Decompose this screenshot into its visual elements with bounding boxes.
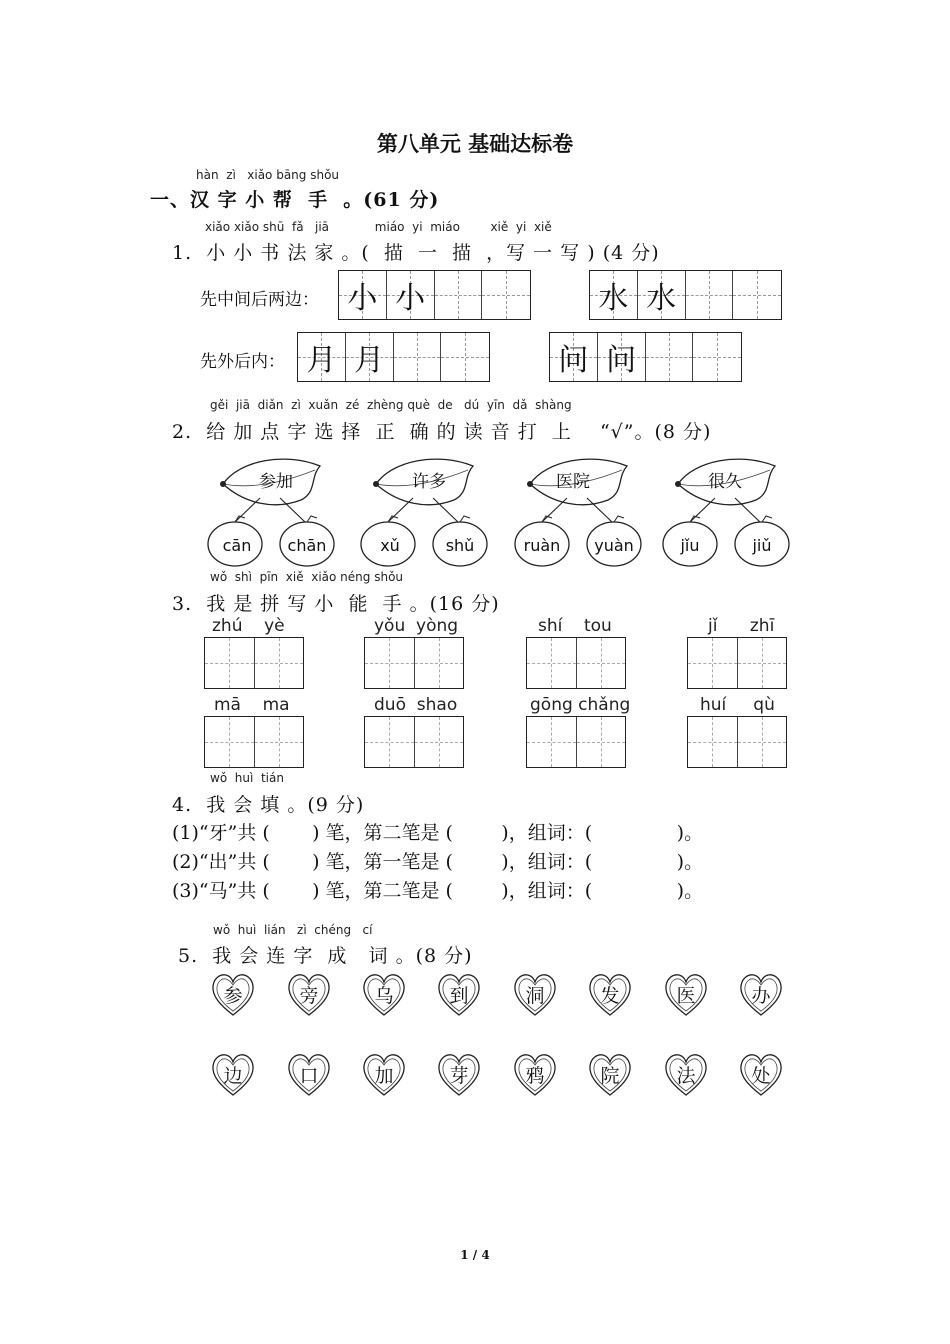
leaf-word: 很久 xyxy=(708,472,742,492)
q3-writing-grid[interactable] xyxy=(687,637,787,689)
pinyin-option[interactable]: shǔ xyxy=(445,536,475,555)
q1-row1-label: 先中间后两边： xyxy=(200,290,319,310)
heart-item[interactable] xyxy=(738,972,784,1018)
q5-question: 5. 我 会 连 字 成 词 。(8 分) xyxy=(178,945,473,967)
q3-writing-grid[interactable] xyxy=(364,716,464,768)
heart-char: 加 xyxy=(374,1065,394,1087)
grid-cell[interactable] xyxy=(733,271,781,319)
heart-item[interactable] xyxy=(587,1052,633,1098)
q4-question: 4. 我 会 填 。(9 分) xyxy=(172,794,365,816)
heart-item[interactable] xyxy=(512,972,558,1018)
heart-item[interactable] xyxy=(210,1052,256,1098)
heart-item[interactable] xyxy=(436,972,482,1018)
heart-char: 医 xyxy=(676,985,696,1007)
q2-item xyxy=(205,452,345,572)
page-number: 1 / 4 xyxy=(460,1248,490,1262)
leaf-word: 许多 xyxy=(412,472,446,492)
grid-cell[interactable]: 水 xyxy=(638,271,686,319)
heart-item[interactable] xyxy=(361,1052,407,1098)
heart-char: 芽 xyxy=(449,1065,469,1087)
section1-heading: 一、汉 字 小 帮 手 。(61 分) xyxy=(150,189,440,211)
pinyin-option[interactable]: chān xyxy=(287,536,327,555)
q1-row2-label: 先外后内： xyxy=(200,352,285,372)
grid-cell[interactable]: 月 xyxy=(298,333,346,381)
page-title: 第八单元 基础达标卷 xyxy=(376,132,574,156)
grid-cell[interactable] xyxy=(435,271,483,319)
heart-item[interactable] xyxy=(663,972,709,1018)
q3-writing-grid[interactable] xyxy=(204,637,304,689)
heart-char: 旁 xyxy=(299,985,319,1007)
heart-item[interactable] xyxy=(587,972,633,1018)
heart-item[interactable] xyxy=(286,1052,332,1098)
q3-writing-grid[interactable] xyxy=(204,716,304,768)
grid-cell[interactable]: 小 xyxy=(339,271,387,319)
q4-line[interactable]: (2)“出”共 ( ) 笔，第一笔是 ( )，组词：( )。 xyxy=(172,851,704,873)
heart-char: 边 xyxy=(223,1065,243,1087)
heart-item[interactable] xyxy=(512,1052,558,1098)
grid-cell[interactable] xyxy=(686,271,734,319)
q3-word-pinyin: huí qù xyxy=(700,695,775,715)
q4-line[interactable]: (3)“马”共 ( ) 笔，第二笔是 ( )，组词：( )。 xyxy=(172,880,704,902)
q4-pinyin: wǒ huì tián xyxy=(210,771,284,785)
q3-word-pinyin: yǒu yòng xyxy=(374,616,459,636)
q1-grid-yue[interactable] xyxy=(297,332,490,382)
heart-item[interactable] xyxy=(361,972,407,1018)
heart-char: 到 xyxy=(449,985,469,1007)
q3-word-pinyin: duō shao xyxy=(374,695,458,715)
heart-char: 参 xyxy=(223,985,243,1007)
q3-question: 3. 我 是 拼 写 小 能 手 。(16 分) xyxy=(172,593,500,615)
grid-cell[interactable]: 月 xyxy=(346,333,394,381)
q2-question: 2. 给 加 点 字 选 择 正 确 的 读 音 打 上 “√”。(8 分) xyxy=(172,421,712,443)
pinyin-option[interactable]: xǔ xyxy=(380,536,400,555)
q1-question: 1. 小 小 书 法 家 。( 描 一 描 ，写 一 写 ) (4 分) xyxy=(172,242,660,264)
heart-char: 发 xyxy=(600,985,620,1007)
q3-word-pinyin: gōng chǎng xyxy=(530,695,631,715)
heart-char: 法 xyxy=(676,1065,696,1087)
q3-writing-grid[interactable] xyxy=(687,716,787,768)
q1-grid-wen[interactable] xyxy=(549,332,742,382)
leaf-word: 参加 xyxy=(259,472,293,492)
grid-cell[interactable] xyxy=(441,333,489,381)
heart-char: 口 xyxy=(299,1065,319,1087)
q1-grid-shui[interactable] xyxy=(589,270,782,320)
section1-pinyin: hàn zì xiǎo bāng shǒu xyxy=(196,168,340,182)
heart-char: 办 xyxy=(751,985,771,1007)
heart-item[interactable] xyxy=(663,1052,709,1098)
grid-cell[interactable] xyxy=(482,271,530,319)
grid-cell[interactable] xyxy=(646,333,694,381)
heart-char: 鸦 xyxy=(525,1065,545,1087)
q5-pinyin: wǒ huì lián zì chéng cí xyxy=(213,923,373,937)
grid-cell[interactable]: 小 xyxy=(387,271,435,319)
q2-item xyxy=(512,452,652,572)
grid-cell[interactable]: 水 xyxy=(590,271,638,319)
q1-grid-xiao[interactable] xyxy=(338,270,531,320)
leaf-word: 医院 xyxy=(556,472,590,492)
q3-word-pinyin: mā ma xyxy=(214,695,290,715)
pinyin-option[interactable]: jǐu xyxy=(680,536,700,555)
heart-char: 院 xyxy=(600,1065,620,1087)
q2-pinyin: gěi jiā diǎn zì xuǎn zé zhèng què de dú yīn dǎ shàng xyxy=(210,398,572,412)
q3-writing-grid[interactable] xyxy=(526,637,626,689)
q3-word-pinyin: shí tou xyxy=(538,616,612,636)
pinyin-option[interactable]: ruàn xyxy=(523,536,561,555)
q3-word-pinyin: zhú yè xyxy=(212,616,285,636)
q4-line[interactable]: (1)“牙”共 ( ) 笔，第二笔是 ( )，组词：( )。 xyxy=(172,822,704,844)
heart-item[interactable] xyxy=(286,972,332,1018)
q1-pinyin: xiǎo xiǎo shū fǎ jiā miáo yi miáo xiě yi xiě xyxy=(205,220,552,234)
grid-cell[interactable]: 问 xyxy=(550,333,598,381)
grid-cell[interactable] xyxy=(394,333,442,381)
pinyin-option[interactable]: jiǔ xyxy=(752,536,772,555)
heart-item[interactable] xyxy=(738,1052,784,1098)
q3-word-pinyin: jǐ zhī xyxy=(708,616,775,636)
q3-pinyin: wǒ shì pīn xiě xiǎo néng shǒu xyxy=(210,570,404,584)
grid-cell[interactable]: 问 xyxy=(598,333,646,381)
pinyin-option[interactable]: cān xyxy=(222,536,252,555)
heart-char: 洞 xyxy=(525,985,545,1007)
heart-char: 处 xyxy=(751,1065,771,1087)
q2-item xyxy=(660,452,800,572)
heart-item[interactable] xyxy=(436,1052,482,1098)
grid-cell[interactable] xyxy=(693,333,741,381)
pinyin-option[interactable]: yuàn xyxy=(594,536,634,555)
heart-item[interactable] xyxy=(210,972,256,1018)
q2-item xyxy=(358,452,498,572)
heart-char: 乌 xyxy=(374,985,394,1007)
q3-writing-grid[interactable] xyxy=(526,716,626,768)
q3-writing-grid[interactable] xyxy=(364,637,464,689)
